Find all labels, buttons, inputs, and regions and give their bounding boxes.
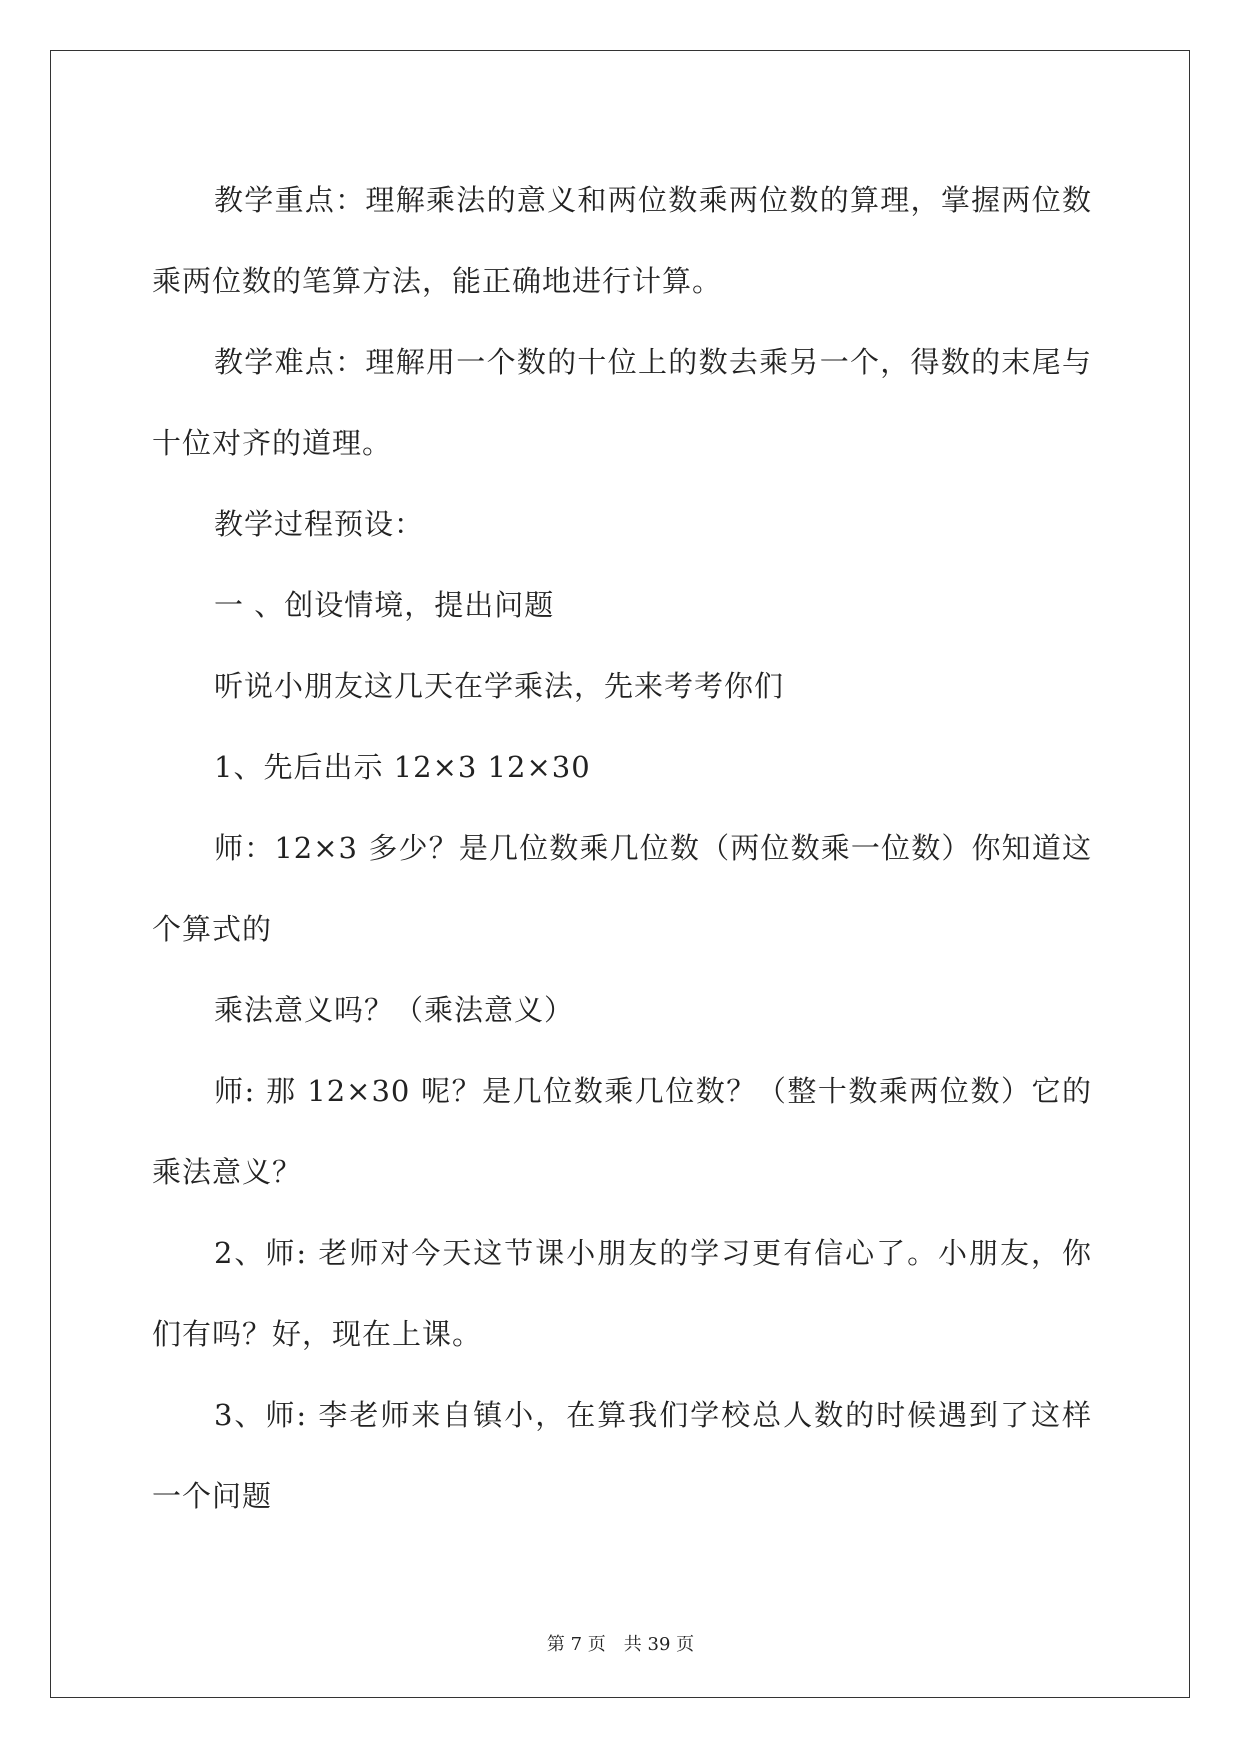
paragraph-intro: 听说小朋友这几天在学乘法，先来考考你们 bbox=[214, 669, 785, 703]
paragraph-step-2: 2、师: 老师对今天这节课小朋友的学习更有信心了。小朋友，你们有吗？好，现在上课。 bbox=[152, 1236, 1092, 1351]
paragraph-teaching-focus: 教学重点：理解乘法的意义和两位数乘两位数的算理，掌握两位数乘两位数的笔算方法，能正确地进行计算。 bbox=[152, 183, 1092, 298]
page-number: 第 7 页 bbox=[546, 1634, 606, 1655]
paragraph-teaching-difficulty: 教学难点：理解用一个数的十位上的数去乘另一个，得数的末尾与十位对齐的道理。 bbox=[152, 345, 1092, 460]
paragraph-section-one: 一 、创设情境，提出问题 bbox=[214, 588, 555, 622]
paragraph-process-heading: 教学过程预设： bbox=[214, 507, 425, 541]
paragraph-step-1: 1、先后出示 12×3 12×30 bbox=[214, 750, 591, 784]
page-total: 共 39 页 bbox=[623, 1634, 695, 1655]
paragraph-step-3: 3、师: 李老师来自镇小，在算我们学校总人数的时候遇到了这样一个问题 bbox=[152, 1398, 1092, 1513]
paragraph-teacher-question-1: 师：12×3 多少？是几位数乘几位数（两位数乘一位数）你知道这个算式的 bbox=[152, 831, 1092, 946]
page-footer bbox=[0, 1630, 1241, 1656]
paragraph-teacher-question-2: 师: 那 12×30 呢？是几位数乘几位数？（整十数乘两位数）它的乘法意义？ bbox=[152, 1074, 1092, 1189]
paragraph-meaning-question: 乘法意义吗？（乘法意义） bbox=[214, 993, 575, 1027]
document-body bbox=[152, 160, 1092, 1537]
